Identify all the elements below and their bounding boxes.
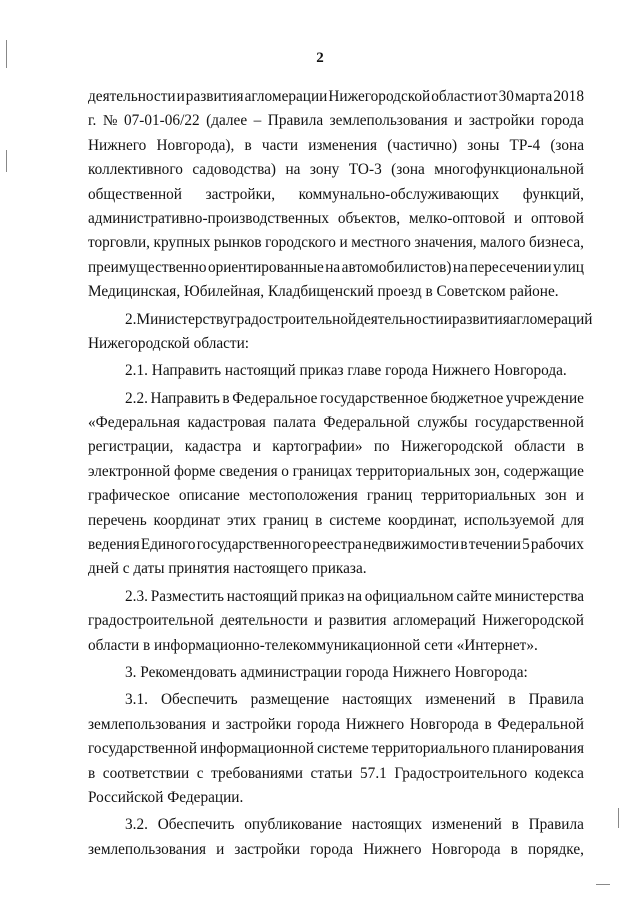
word: этих bbox=[227, 511, 257, 529]
paragraph-1 bbox=[88, 85, 584, 305]
word: Направить bbox=[150, 389, 220, 407]
word: пересечении bbox=[469, 258, 552, 276]
word: кодекса bbox=[534, 764, 584, 782]
word: улиц bbox=[552, 258, 584, 276]
word: и bbox=[211, 715, 220, 733]
word: государственное bbox=[320, 389, 428, 407]
word: деятельности bbox=[220, 612, 308, 630]
text-line bbox=[88, 585, 584, 609]
word: малого bbox=[480, 234, 526, 252]
text-line bbox=[88, 609, 584, 633]
text-line: области в информационно-телекоммуникационной сети «Интернет». bbox=[88, 636, 538, 654]
word: в bbox=[315, 511, 323, 529]
word: развития bbox=[451, 310, 510, 328]
word: координат, bbox=[387, 511, 458, 529]
word: порядке, bbox=[528, 840, 584, 858]
word: перечень bbox=[88, 511, 147, 529]
word: ТО-3 bbox=[348, 161, 382, 179]
word: сайте bbox=[456, 587, 492, 605]
word: настоящий bbox=[226, 587, 298, 605]
paragraph-3-2 bbox=[88, 813, 584, 862]
paragraph-3-1 bbox=[88, 688, 584, 810]
word: города bbox=[297, 715, 341, 733]
word: местоположения bbox=[248, 487, 358, 505]
text-line bbox=[88, 256, 584, 280]
word: градостроительной bbox=[230, 310, 357, 328]
text-line bbox=[88, 231, 584, 255]
text-line bbox=[88, 308, 593, 332]
word: информационной bbox=[200, 740, 314, 758]
word: соответствии bbox=[102, 764, 190, 782]
word: недвижимости bbox=[363, 536, 460, 554]
word: (далее bbox=[206, 112, 248, 130]
word: оптовой bbox=[531, 209, 584, 227]
word: настоящих bbox=[342, 691, 413, 709]
word: 57.1 bbox=[360, 764, 387, 782]
word: кадастра bbox=[184, 438, 242, 456]
word: административно-производственных bbox=[88, 209, 330, 227]
word: 3.1. bbox=[125, 691, 148, 709]
word: Правила bbox=[267, 112, 324, 130]
text-line bbox=[88, 207, 584, 231]
word: землепользования bbox=[88, 840, 206, 858]
text-line bbox=[88, 713, 584, 737]
word: и bbox=[176, 88, 185, 105]
word: границах bbox=[292, 462, 353, 480]
word: рынков bbox=[213, 234, 262, 252]
text-line bbox=[88, 435, 584, 459]
word: объектов, bbox=[337, 209, 401, 227]
word: области bbox=[514, 438, 566, 456]
word: системе bbox=[316, 740, 369, 758]
word: марта bbox=[514, 88, 553, 105]
scan-artifact-left bbox=[6, 150, 7, 172]
word: в bbox=[508, 691, 516, 709]
word: официальном bbox=[364, 587, 454, 605]
word: службы bbox=[417, 414, 468, 432]
word: (частично) bbox=[387, 136, 458, 154]
word: границ bbox=[263, 511, 309, 529]
word: и bbox=[314, 612, 323, 630]
word: территориального bbox=[371, 740, 490, 758]
word: и bbox=[454, 112, 463, 130]
word: землепользования bbox=[88, 715, 206, 733]
paragraph-2-1 bbox=[88, 359, 584, 383]
word: застройки bbox=[234, 840, 301, 858]
word: бюджетное bbox=[430, 389, 504, 407]
word: ориентированные bbox=[207, 258, 324, 276]
word: реестра bbox=[312, 536, 362, 554]
word: коллективного bbox=[88, 161, 183, 179]
word: Разместить bbox=[150, 587, 224, 605]
scan-artifact-right bbox=[618, 808, 619, 828]
text-line bbox=[88, 134, 584, 158]
word: планирования bbox=[492, 740, 584, 758]
word: и bbox=[443, 310, 452, 328]
word: Нижнего bbox=[345, 715, 405, 733]
word: палата bbox=[273, 414, 317, 432]
word: преимущественно bbox=[88, 258, 207, 276]
word: координат bbox=[153, 511, 221, 529]
word: Градостроительного bbox=[394, 764, 528, 782]
word: форме bbox=[174, 462, 216, 480]
word: агломерации bbox=[244, 88, 328, 105]
word: городского bbox=[265, 234, 336, 252]
word: застройки bbox=[225, 715, 292, 733]
text-line bbox=[88, 158, 584, 182]
word: в bbox=[460, 536, 468, 554]
text-line bbox=[88, 85, 584, 109]
word: агломераций bbox=[509, 310, 593, 328]
word: и bbox=[514, 209, 523, 227]
word: в bbox=[510, 840, 518, 858]
word: регистрации, bbox=[88, 438, 174, 456]
word: государственного bbox=[196, 536, 312, 554]
word: электронной bbox=[88, 462, 171, 480]
word: территориальных bbox=[421, 487, 536, 505]
word: ТР-4 bbox=[509, 136, 541, 154]
word: приказ bbox=[300, 587, 345, 605]
word: настоящих bbox=[351, 816, 423, 834]
text-line bbox=[88, 813, 584, 837]
word: и bbox=[575, 487, 584, 505]
word: государственной bbox=[88, 740, 198, 758]
word: бизнеса, bbox=[529, 234, 584, 252]
word: изменения bbox=[308, 136, 378, 154]
word: в bbox=[576, 438, 584, 456]
word: значения, bbox=[414, 234, 477, 252]
word: учреждение bbox=[505, 389, 584, 407]
text-line bbox=[88, 460, 584, 484]
word: зоны bbox=[467, 136, 500, 154]
word: Единого bbox=[140, 536, 196, 554]
word: изменений bbox=[425, 691, 496, 709]
word: в bbox=[484, 715, 492, 733]
word: опубликование bbox=[244, 816, 342, 834]
word: Нижегородской bbox=[328, 88, 431, 105]
word: Федеральной bbox=[323, 414, 410, 432]
word: размещение bbox=[250, 691, 330, 709]
word: (зона bbox=[391, 161, 425, 179]
word: многофункциональной bbox=[434, 161, 584, 179]
word: № bbox=[102, 112, 118, 130]
word: застройки bbox=[468, 112, 535, 130]
word: рабочих bbox=[530, 536, 584, 554]
word: картографии» bbox=[272, 438, 363, 456]
document-body bbox=[88, 85, 593, 862]
word: части bbox=[261, 136, 299, 154]
word: 2.3. bbox=[125, 587, 148, 605]
word: 2.2. bbox=[125, 389, 148, 407]
text-line bbox=[88, 688, 584, 712]
text-line: дней с даты принятия настоящего приказа. bbox=[88, 560, 367, 578]
word: и bbox=[339, 234, 348, 252]
paragraph-2-3 bbox=[88, 585, 584, 658]
word: Нижнего bbox=[88, 136, 147, 154]
word: о bbox=[281, 462, 289, 480]
word: Нижегородской bbox=[401, 438, 503, 456]
text-line: 2.1. Направить настоящий приказ главе города Нижнего Новгорода. bbox=[125, 362, 567, 380]
word: границ bbox=[366, 487, 413, 505]
text-line bbox=[88, 183, 584, 207]
word: зону bbox=[309, 161, 340, 179]
paragraph-2-2 bbox=[88, 387, 584, 582]
word: торговли, bbox=[88, 234, 150, 252]
word: сведения bbox=[219, 462, 278, 480]
text-line bbox=[88, 411, 584, 435]
word: Обеспечить bbox=[160, 691, 238, 709]
word: содержащие bbox=[503, 462, 584, 480]
word: Нижнего bbox=[363, 840, 422, 858]
word: в bbox=[244, 136, 252, 154]
word: с bbox=[196, 764, 204, 782]
word: в bbox=[222, 389, 230, 407]
word: г. bbox=[88, 112, 97, 130]
word: – bbox=[253, 112, 262, 130]
word: в bbox=[511, 816, 519, 834]
word: градостроительной bbox=[88, 612, 214, 630]
word: мелко-оптовой bbox=[408, 209, 506, 227]
word: деятельности bbox=[356, 310, 444, 328]
word: 2018 bbox=[553, 88, 584, 105]
paragraph-2 bbox=[88, 308, 593, 357]
word: территориальных bbox=[356, 462, 471, 480]
word: на bbox=[285, 161, 301, 179]
word: и bbox=[216, 840, 225, 858]
word: 07-01-06/22 bbox=[123, 112, 200, 130]
word: зон bbox=[544, 487, 567, 505]
word: для bbox=[561, 511, 584, 529]
word: Новгорода), bbox=[156, 136, 235, 154]
word: области bbox=[431, 88, 483, 105]
text-line: 3. Рекомендовать администрации города Нижнего Новгорода: bbox=[125, 663, 528, 681]
word: кадастровая bbox=[187, 414, 266, 432]
word: требованиями bbox=[211, 764, 303, 782]
word: на bbox=[325, 258, 341, 276]
word: города bbox=[540, 112, 584, 130]
word: 3.2. bbox=[125, 816, 148, 834]
word: коммунально-обслуживающих bbox=[298, 185, 500, 203]
word: развития bbox=[328, 612, 387, 630]
word: системе bbox=[329, 511, 381, 529]
text-line bbox=[88, 838, 584, 862]
word: в bbox=[88, 764, 96, 782]
word: автомобилистов) bbox=[341, 258, 452, 276]
text-line bbox=[88, 533, 584, 557]
text-line: Нижегородской области: bbox=[88, 334, 250, 352]
word: 30 bbox=[498, 88, 514, 105]
text-line bbox=[88, 109, 584, 133]
word: 5 bbox=[522, 536, 530, 554]
word: используемой bbox=[463, 511, 555, 529]
word: развития bbox=[185, 88, 244, 105]
word: Новгорода bbox=[431, 840, 501, 858]
text-line bbox=[88, 509, 584, 533]
word: по bbox=[373, 438, 390, 456]
page-number: 2 bbox=[316, 50, 324, 66]
word: города bbox=[310, 840, 354, 858]
word: зон, bbox=[474, 462, 500, 480]
word: местного bbox=[351, 234, 411, 252]
word: (зона bbox=[550, 136, 584, 154]
text-line: Российской Федерации. bbox=[88, 788, 244, 806]
word: и bbox=[252, 438, 261, 456]
word: от bbox=[483, 88, 498, 105]
word: агломераций bbox=[392, 612, 476, 630]
text-line: Медицинская, Юбилейная, Кладбищенский проезд в Советском районе. bbox=[88, 283, 559, 301]
word: графическое bbox=[88, 487, 170, 505]
text-line bbox=[88, 387, 584, 411]
word: «Федеральная bbox=[88, 414, 181, 432]
scan-artifact-left bbox=[6, 40, 7, 68]
word: Новгорода bbox=[409, 715, 479, 733]
scan-artifact-right bbox=[596, 884, 610, 885]
word: садоводства) bbox=[192, 161, 276, 179]
word: Нижегородской bbox=[482, 612, 584, 630]
word: 2. bbox=[125, 310, 137, 328]
word: государственной bbox=[474, 414, 584, 432]
word: землепользования bbox=[329, 112, 448, 130]
word: функций, bbox=[522, 185, 584, 203]
word: описание bbox=[178, 487, 240, 505]
word: статьи bbox=[310, 764, 353, 782]
word: Федеральной bbox=[497, 715, 584, 733]
word: Федеральное bbox=[232, 389, 318, 407]
text-line bbox=[88, 484, 584, 508]
text-line bbox=[88, 762, 584, 786]
word: Правила bbox=[528, 816, 584, 834]
word: Правила bbox=[528, 691, 584, 709]
word: деятельности bbox=[88, 88, 176, 105]
word: течении bbox=[468, 536, 521, 554]
word: ведения bbox=[88, 536, 140, 554]
text-line bbox=[88, 737, 584, 761]
word: Министерству bbox=[136, 310, 231, 328]
word: застройки, bbox=[205, 185, 276, 203]
word: министерства bbox=[494, 587, 584, 605]
word: изменений bbox=[431, 816, 502, 834]
word: на bbox=[452, 258, 468, 276]
paragraph-3 bbox=[88, 661, 584, 685]
word: общественной bbox=[88, 185, 182, 203]
word: Обеспечить bbox=[157, 816, 235, 834]
word: на bbox=[347, 587, 363, 605]
word: крупных bbox=[153, 234, 211, 252]
